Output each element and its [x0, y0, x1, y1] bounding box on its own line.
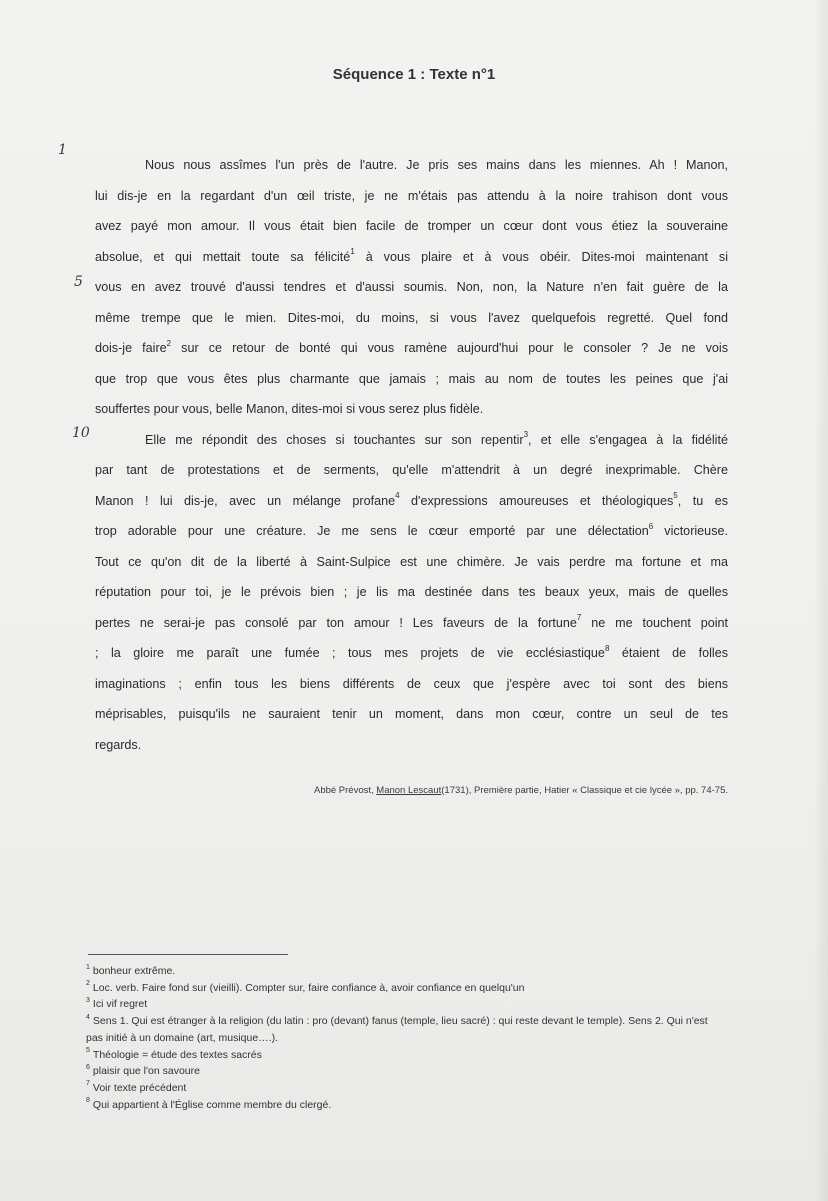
text-line: [95, 272, 728, 303]
text-line: [95, 577, 728, 608]
text-line: [95, 333, 728, 364]
page-title: Séquence 1 : Texte n°1: [332, 66, 496, 83]
footnote-ref: 2: [166, 338, 172, 348]
text-fragment: méprisables, puisqu'ils ne sauraient tenir un moment, dans mon cœur, contre un seul de tes: [95, 707, 728, 721]
footnote-number: 4: [86, 1013, 90, 1021]
footnote-ref: 3: [523, 430, 529, 440]
text-fragment: que trop que vous êtes plus charmante que jamais ; mais au nom de toutes les peines que j'ai: [95, 371, 728, 386]
text-line: [95, 425, 728, 456]
footnote-text: bonheur extrême.: [92, 965, 176, 977]
text-fragment: trop adorable pour une créature. Je me sens le cœur emporté par une délectation: [95, 524, 649, 538]
text-fragment: souffertes pour vous, belle Manon, dites-moi si vous serez plus fidèle.: [95, 402, 484, 416]
footnote-item: [86, 963, 726, 980]
text-fragment: même trempe que le mien. Dites-moi, du moins, si vous l'avez quelquefois regretté. Quel fond: [95, 310, 728, 325]
footnote-number: 3: [86, 996, 90, 1004]
text-fragment: Manon ! lui dis-je, avec un mélange profane: [95, 493, 396, 508]
citation-details: (1731), Première partie, Hatier « Classique et cie lycée », pp. 74-75.: [441, 785, 728, 796]
footnote-text: Voir texte précédent: [92, 1081, 187, 1094]
text-fragment: vous en avez trouvé d'aussi tendres et d'aussi soumis. Non, non, la Nature n'en fait guère de la: [95, 280, 728, 294]
text-line: [95, 394, 728, 425]
footnote-text: Loc. verb. Faire fond sur (vieilli). Compter sur, faire confiance à, avoir confiance en quelqu'un: [92, 981, 525, 994]
footnote-item: [86, 1013, 726, 1046]
text-body: [95, 150, 728, 760]
footnotes: [86, 963, 726, 1113]
footnote-ref: 1: [350, 247, 355, 257]
footnote-text: Ici vif regret: [92, 998, 148, 1011]
text-fragment: par tant de protestations et de serments, qu'elle m'attendrit à un degré inexprimable. Chère: [95, 463, 728, 477]
footnote-number: 8: [86, 1097, 90, 1105]
text-line: [95, 303, 728, 334]
source-citation: [314, 785, 728, 796]
footnote-number: 6: [86, 1063, 90, 1071]
text-fragment: , et elle s'engagea à la fidélité: [528, 432, 728, 447]
footnote-item: [86, 1063, 726, 1080]
text-fragment: , tu es: [677, 493, 728, 508]
text-fragment: regards.: [95, 737, 142, 752]
text-fragment: ; la gloire me paraît une fumée ; tous mes projets de vie ecclésiastique: [95, 646, 605, 660]
footnote-number: 5: [86, 1047, 90, 1055]
text-fragment: pertes ne serai-je pas consolé par ton amour ! Les faveurs de la fortune: [95, 615, 577, 630]
footnote-item: [86, 996, 726, 1013]
text-fragment: Elle me répondit des choses si touchantes sur son repentir: [145, 432, 524, 447]
text-line: [95, 638, 728, 669]
footnote-number: 1: [86, 963, 90, 971]
text-fragment: imaginations ; enfin tous les biens différents de ceux que j'espère avec toi sont des biens: [95, 676, 728, 691]
footnote-number: 2: [86, 980, 90, 988]
text-line: [95, 547, 728, 578]
footnote-ref: 6: [648, 521, 654, 531]
line-number-10: 10: [72, 425, 90, 441]
text-fragment: réputation pour toi, je le prévois bien ; je lis ma destinée dans tes beaux yeux, mais de quelles: [95, 585, 728, 599]
footnote-text: Qui appartient à l'Église comme membre du clergé.: [92, 1098, 332, 1111]
footnote-item: [86, 1097, 726, 1114]
text-line: [95, 516, 728, 547]
citation-author: Abbé Prévost,: [313, 785, 377, 796]
text-line: [95, 150, 728, 181]
footnote-item: [86, 980, 726, 997]
footnote-item: [86, 1047, 726, 1064]
text-fragment: sur ce retour de bonté qui vous ramène aujourd'hui pour le consoler ? Je ne vois: [171, 341, 728, 355]
text-fragment: ne me touchent point: [581, 615, 729, 630]
page-edge-shadow: [814, 0, 828, 1201]
citation-work-title: Manon Lescaut: [376, 785, 442, 796]
text-fragment: avez payé mon amour. Il vous était bien facile de tromper un cœur dont vous étiez la souveraine: [95, 219, 728, 233]
footnote-text: Sens 1. Qui est étranger à la religion (du latin : pro (devant) fanus (temple, lieu sacré) : qui reste devant le temple). Sens 2. Qui n'est pas initié à un domaine (art, musique….).: [86, 1015, 708, 1044]
text-fragment: lui dis-je en la regardant d'un œil triste, je ne m'étais pas attendu à la noire trahison dont vous: [95, 188, 728, 203]
footnote-text: Théologie = étude des textes sacrés: [92, 1048, 262, 1061]
footnote-ref: 5: [673, 491, 678, 501]
footnote-ref: 8: [604, 643, 610, 653]
text-fragment: victorieuse.: [653, 524, 728, 538]
text-line: [95, 730, 728, 761]
text-fragment: absolue, et qui mettait toute sa félicité: [95, 249, 351, 264]
line-number-5: 5: [74, 274, 83, 290]
text-fragment: d'expressions amoureuses et théologiques: [399, 493, 674, 508]
text-line: [95, 608, 728, 639]
text-fragment: dois-je faire: [95, 341, 167, 355]
footnote-ref: 4: [395, 491, 400, 501]
text-line: [95, 242, 728, 273]
footnote-item: [86, 1080, 726, 1097]
footnote-ref: 7: [576, 613, 582, 623]
text-fragment: Tout ce qu'on dit de la liberté à Saint-Sulpice est une chimère. Je vais perdre ma fortune et ma: [95, 554, 728, 569]
footnote-separator: [88, 954, 288, 955]
text-line: [95, 181, 728, 212]
footnote-number: 7: [86, 1080, 90, 1088]
text-fragment: Nous nous assîmes l'un près de l'autre. Je pris ses mains dans les miennes. Ah ! Manon,: [145, 158, 728, 172]
text-fragment: à vous plaire et à vous obéir. Dites-moi maintenant si: [354, 249, 729, 264]
text-fragment: étaient de folles: [609, 646, 728, 660]
text-line: [95, 486, 728, 517]
text-line: [95, 364, 728, 395]
text-line: [95, 455, 728, 486]
line-number-1: 1: [58, 142, 67, 158]
footnote-text: plaisir que l'on savoure: [92, 1065, 200, 1078]
text-line: [95, 211, 728, 242]
text-line: [95, 669, 728, 700]
text-line: [95, 699, 728, 730]
